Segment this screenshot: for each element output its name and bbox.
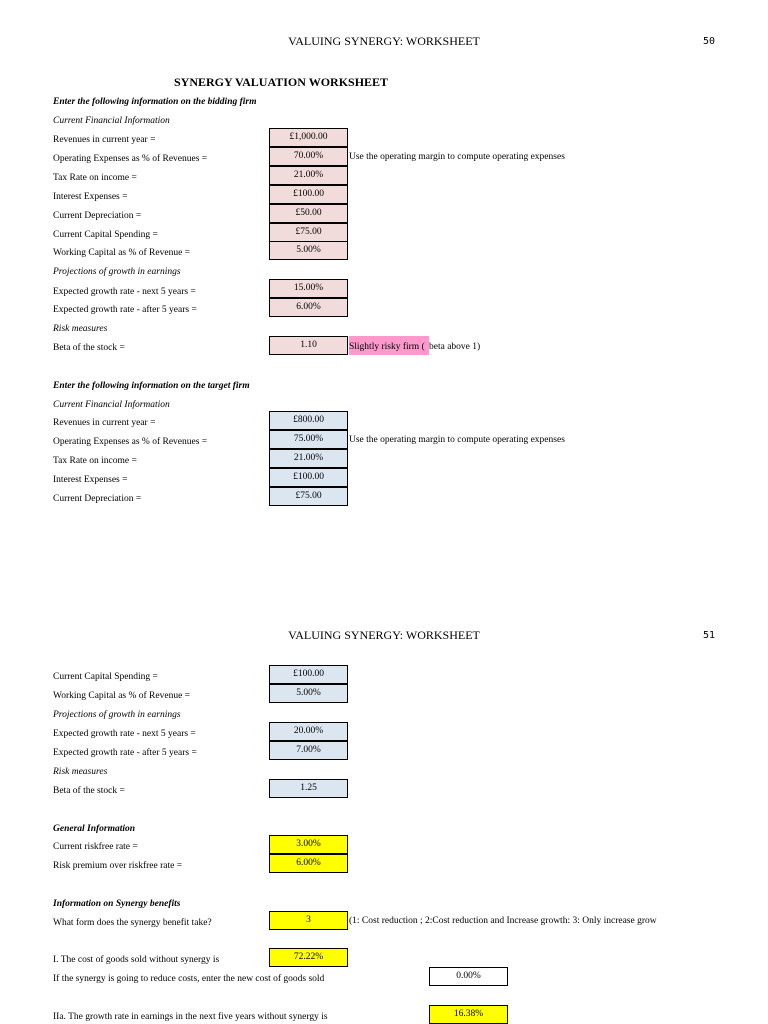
target-dep-label: Current Depreciation = bbox=[53, 494, 142, 504]
target-wc-input[interactable]: 5.00% bbox=[269, 684, 348, 703]
bidding-interest-label: Interest Expenses = bbox=[53, 192, 128, 202]
bidding-opex-note: Use the operating margin to compute operating expenses bbox=[349, 152, 565, 162]
bidding-revenues-label: Revenues in current year = bbox=[53, 135, 156, 145]
bidding-gafter-input[interactable]: 6.00% bbox=[269, 298, 348, 317]
target-revenues-label: Revenues in current year = bbox=[53, 418, 156, 428]
synergy-form-label: What form does the synergy benefit take? bbox=[53, 918, 212, 928]
synergy-form-note: (1: Cost reduction ; 2:Cost reduction and Increase growth: 3: Only increase grow bbox=[349, 916, 657, 926]
bidding-revenues-input[interactable]: £1,000.00 bbox=[269, 128, 348, 147]
target-current-header: Current Financial Information bbox=[53, 400, 170, 410]
riskfree-input[interactable]: 3.00% bbox=[269, 835, 348, 854]
target-g5-label: Expected growth rate - next 5 years = bbox=[53, 729, 196, 739]
riskfree-label: Current riskfree rate = bbox=[53, 842, 138, 852]
target-capex-label: Current Capital Spending = bbox=[53, 672, 158, 682]
bidding-section-title: Enter the following information on the bidding firm bbox=[53, 97, 257, 107]
growth-no-synergy-input[interactable]: 16.38% bbox=[429, 1005, 508, 1024]
page-number: 51 bbox=[703, 630, 716, 641]
growth-no-synergy-label: IIa. The growth rate in earnings in the next five years without synergy is bbox=[53, 1012, 328, 1022]
bidding-opex-label: Operating Expenses as % of Revenues = bbox=[53, 154, 208, 164]
bidding-growth-header: Projections of growth in earnings bbox=[53, 267, 181, 277]
page-header: VALUING SYNERGY: WORKSHEET bbox=[288, 628, 480, 642]
bidding-beta-label: Beta of the stock = bbox=[53, 343, 125, 353]
target-risk-header: Risk measures bbox=[53, 767, 108, 777]
bidding-capex-input[interactable]: £75.00 bbox=[269, 223, 348, 242]
new-cogs-input[interactable]: 0.00% bbox=[429, 967, 508, 986]
cogs-input[interactable]: 72.22% bbox=[269, 948, 348, 967]
risk-premium-label: Risk premium over riskfree rate = bbox=[53, 861, 183, 871]
target-tax-input[interactable]: 21.00% bbox=[269, 449, 348, 468]
target-opex-input[interactable]: 75.00% bbox=[269, 430, 348, 449]
target-gafter-input[interactable]: 7.00% bbox=[269, 741, 348, 760]
bidding-capex-label: Current Capital Spending = bbox=[53, 230, 158, 240]
target-section-title: Enter the following information on the target firm bbox=[53, 381, 250, 391]
bidding-wc-label: Working Capital as % of Revenue = bbox=[53, 248, 191, 258]
target-dep-input[interactable]: £75.00 bbox=[269, 487, 348, 506]
page-number: 50 bbox=[703, 36, 716, 47]
synergy-section-title: Information on Synergy benefits bbox=[53, 899, 181, 909]
beta-note-highlight: Slightly risky firm ( bbox=[349, 336, 429, 355]
bidding-wc-input[interactable]: 5.00% bbox=[269, 241, 348, 260]
bidding-dep-label: Current Depreciation = bbox=[53, 211, 142, 221]
target-interest-input[interactable]: £100.00 bbox=[269, 468, 348, 487]
bidding-beta-input[interactable]: 1.10 bbox=[269, 336, 348, 355]
risk-premium-input[interactable]: 6.00% bbox=[269, 854, 348, 873]
page-header: VALUING SYNERGY: WORKSHEET bbox=[288, 34, 480, 48]
beta-note-text: beta above 1) bbox=[429, 342, 481, 352]
target-g5-input[interactable]: 20.00% bbox=[269, 722, 348, 741]
target-interest-label: Interest Expenses = bbox=[53, 475, 128, 485]
bidding-opex-input[interactable]: 70.00% bbox=[269, 147, 348, 166]
target-growth-header: Projections of growth in earnings bbox=[53, 710, 181, 720]
target-opex-label: Operating Expenses as % of Revenues = bbox=[53, 437, 208, 447]
bidding-tax-label: Tax Rate on income = bbox=[53, 173, 137, 183]
worksheet-title: SYNERGY VALUATION WORKSHEET bbox=[174, 75, 389, 89]
cogs-label: I. The cost of goods sold without synergy is bbox=[53, 955, 220, 965]
target-revenues-input[interactable]: £800.00 bbox=[269, 411, 348, 430]
bidding-risk-header: Risk measures bbox=[53, 324, 108, 334]
target-capex-input[interactable]: £100.00 bbox=[269, 665, 348, 684]
target-tax-label: Tax Rate on income = bbox=[53, 456, 137, 466]
target-beta-label: Beta of the stock = bbox=[53, 786, 125, 796]
general-section-title: General Information bbox=[53, 824, 136, 834]
bidding-beta-note bbox=[349, 336, 480, 355]
bidding-interest-input[interactable]: £100.00 bbox=[269, 185, 348, 204]
bidding-g5-label: Expected growth rate - next 5 years = bbox=[53, 287, 196, 297]
bidding-g5-input[interactable]: 15.00% bbox=[269, 279, 348, 298]
bidding-gafter-label: Expected growth rate - after 5 years = bbox=[53, 305, 197, 315]
bidding-tax-input[interactable]: 21.00% bbox=[269, 166, 348, 185]
target-beta-input[interactable]: 1.25 bbox=[269, 779, 348, 798]
bidding-dep-input[interactable]: £50.00 bbox=[269, 204, 348, 223]
target-gafter-label: Expected growth rate - after 5 years = bbox=[53, 748, 197, 758]
target-opex-note: Use the operating margin to compute operating expenses bbox=[349, 435, 565, 445]
synergy-form-input[interactable]: 3 bbox=[269, 911, 348, 930]
target-wc-label: Working Capital as % of Revenue = bbox=[53, 691, 191, 701]
new-cogs-label: If the synergy is going to reduce costs, enter the new cost of goods sold bbox=[53, 974, 325, 984]
bidding-current-header: Current Financial Information bbox=[53, 116, 170, 126]
